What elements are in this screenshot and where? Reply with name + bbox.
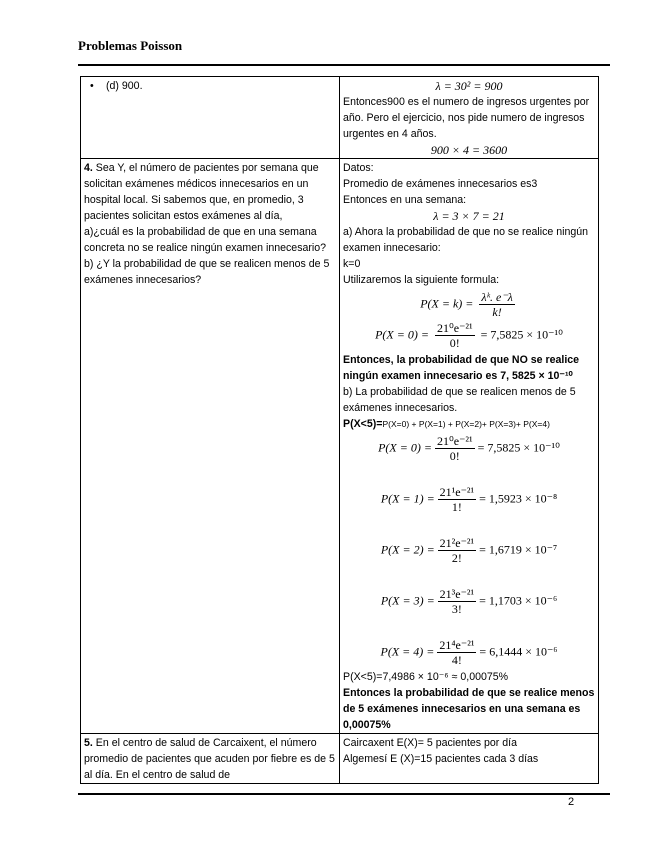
p0-lhs: P(X = 0) = — [375, 327, 429, 342]
calc-fraction — [435, 434, 475, 463]
probability-calculations — [343, 434, 595, 667]
calc-denominator: 4! — [451, 653, 462, 667]
sum-label: P(X<5)= — [343, 418, 383, 430]
total-equation: 900 × 4 = 3600 — [430, 143, 508, 157]
lambda-equation: λ = 30² = 900 — [435, 79, 503, 93]
probability-calc-row — [343, 587, 595, 616]
sum-expression — [343, 416, 595, 432]
probability-calc-row — [343, 638, 595, 667]
calc-result: = 1,5923 × 10⁻⁸ — [479, 491, 558, 506]
problem-number: 5. — [84, 737, 93, 749]
problem-number: 4. — [84, 162, 93, 174]
row1-left-cell — [81, 77, 340, 159]
calc-fraction — [438, 587, 476, 616]
table-row — [81, 159, 599, 734]
calc-numerator: 21¹e⁻²¹ — [439, 485, 475, 499]
problem-5-statement: En el centro de salud de Carcaixent, el número promedio de pacientes que acuden por fiebre es de 5 al día. En el centro de salud de — [84, 737, 335, 781]
calc-result: = 1,6719 × 10⁻⁷ — [479, 542, 558, 557]
row3-right-cell — [340, 734, 599, 784]
calc-spacer — [343, 465, 595, 483]
p0-denominator: 0! — [449, 336, 460, 350]
calc-numerator: 21⁰e⁻²¹ — [436, 434, 473, 448]
row3-left-cell — [81, 734, 340, 784]
calc-denominator: 1! — [451, 500, 462, 514]
table-row — [81, 734, 599, 784]
formula-denominator: k! — [492, 305, 502, 319]
calc-fraction — [437, 638, 476, 667]
semana-text: Entonces en una semana: — [343, 194, 467, 206]
formula-numerator: λᵏ. e⁻λ — [481, 290, 513, 304]
probability-calc-row — [343, 485, 595, 514]
calc-spacer — [343, 618, 595, 636]
calc-denominator: 3! — [451, 602, 462, 616]
page-number: 2 — [568, 796, 575, 808]
calc-denominator: 2! — [451, 551, 462, 565]
formula-lhs: P(X = k) = — [420, 296, 474, 311]
calc-fraction — [438, 485, 476, 514]
calc-denominator: 0! — [449, 449, 460, 463]
problem-intro: Sea Y, el número de pacientes por semana que solicitan exámenes médicos innecesarios en un hospital local. Si sabemos que, en promedio, 3 pacientes solicitan estos exámenes al día, — [84, 162, 319, 222]
probability-calc-row — [343, 536, 595, 565]
probability-calc-row — [343, 434, 595, 463]
lambda-week-equation: λ = 3 × 7 = 21 — [433, 209, 505, 223]
row1-right-cell — [340, 77, 599, 159]
calc-result: = 6,1444 × 10⁻⁶ — [479, 644, 558, 659]
calc-spacer — [343, 516, 595, 534]
p0-numerator: 21⁰e⁻²¹ — [436, 321, 473, 335]
footer-rule — [78, 793, 610, 795]
formula-intro: Utilizaremos la siguiente formula: — [343, 274, 500, 286]
k-value: k=0 — [343, 258, 361, 270]
part-b-conclusion: Entonces la probabilidad de que se realice menos de 5 exámenes innecesarios en una semana es 0,00075% — [343, 687, 595, 731]
calc-result: = 1,1703 × 10⁻⁶ — [479, 593, 558, 608]
sum-terms: P(X=0) + P(X=1) + P(X=2)+ P(X=3)+ P(X=4) — [382, 419, 550, 429]
row1-explanation: Entonces900 es el numero de ingresos urgentes por año. Pero el ejercicio, nos pide numero de ingresos urgentes en 4 años. — [343, 96, 590, 140]
row2-right-cell — [340, 159, 599, 734]
carcaixent-expectation: Caircaxent E(X)= 5 pacientes por día — [343, 737, 518, 749]
calc-lhs: P(X = 2) = — [380, 542, 435, 557]
calc-lhs: P(X = 3) = — [380, 593, 435, 608]
calc-spacer — [343, 567, 595, 585]
calc-result: = 7,5825 × 10⁻¹⁰ — [477, 440, 560, 455]
list-item: • (d) 900. — [84, 78, 336, 94]
calc-numerator: 21³e⁻²¹ — [439, 587, 475, 601]
calc-numerator: 21²e⁻²¹ — [439, 536, 475, 550]
table-row — [81, 77, 599, 159]
calc-lhs: P(X = 0) = — [378, 440, 432, 455]
datos-label: Datos: — [343, 162, 374, 174]
problem-4-statement — [84, 160, 336, 224]
p0-result: = 7,5825 × 10⁻¹⁰ — [480, 327, 563, 342]
total-result: P(X<5)=7,4986 × 10⁻⁶ ≈ 0,00075% — [343, 671, 509, 683]
part-a-text: a) Ahora la probabilidad de que no se realice ningún examen innecesario: — [343, 226, 589, 254]
part-b-text: b) La probabilidad de que se realicen menos de 5 exámenes innecesarios. — [343, 386, 576, 414]
problem-part-a: a)¿cuál es la probabilidad de que en una semana concreta no se realice ningún examen innecesario? — [84, 226, 327, 254]
calc-lhs: P(X = 1) = — [380, 491, 435, 506]
part-a-conclusion: Entonces, la probabilidad de que NO se realice ningún examen innecesario es 7, 5825 × 10⁻¹⁰ — [343, 354, 580, 382]
problem-part-b: b) ¿Y la probabilidad de que se realicen menos de 5 exámenes innecesarios? — [84, 258, 330, 286]
calc-lhs: P(X = 4) = — [380, 644, 435, 659]
algemesi-expectation: Algemesí E (X)=15 pacientes cada 3 días — [343, 753, 539, 765]
row2-left-cell — [81, 159, 340, 734]
p0-calculation — [343, 321, 595, 350]
calc-numerator: 21⁴e⁻²¹ — [439, 638, 475, 652]
promedio-text: Promedio de exámenes innecesarios es3 — [343, 178, 538, 190]
problems-table — [80, 76, 599, 784]
header-rule — [78, 64, 610, 66]
page-title: Problemas Poisson — [78, 38, 183, 53]
calc-fraction — [438, 536, 476, 565]
poisson-formula — [343, 290, 595, 319]
